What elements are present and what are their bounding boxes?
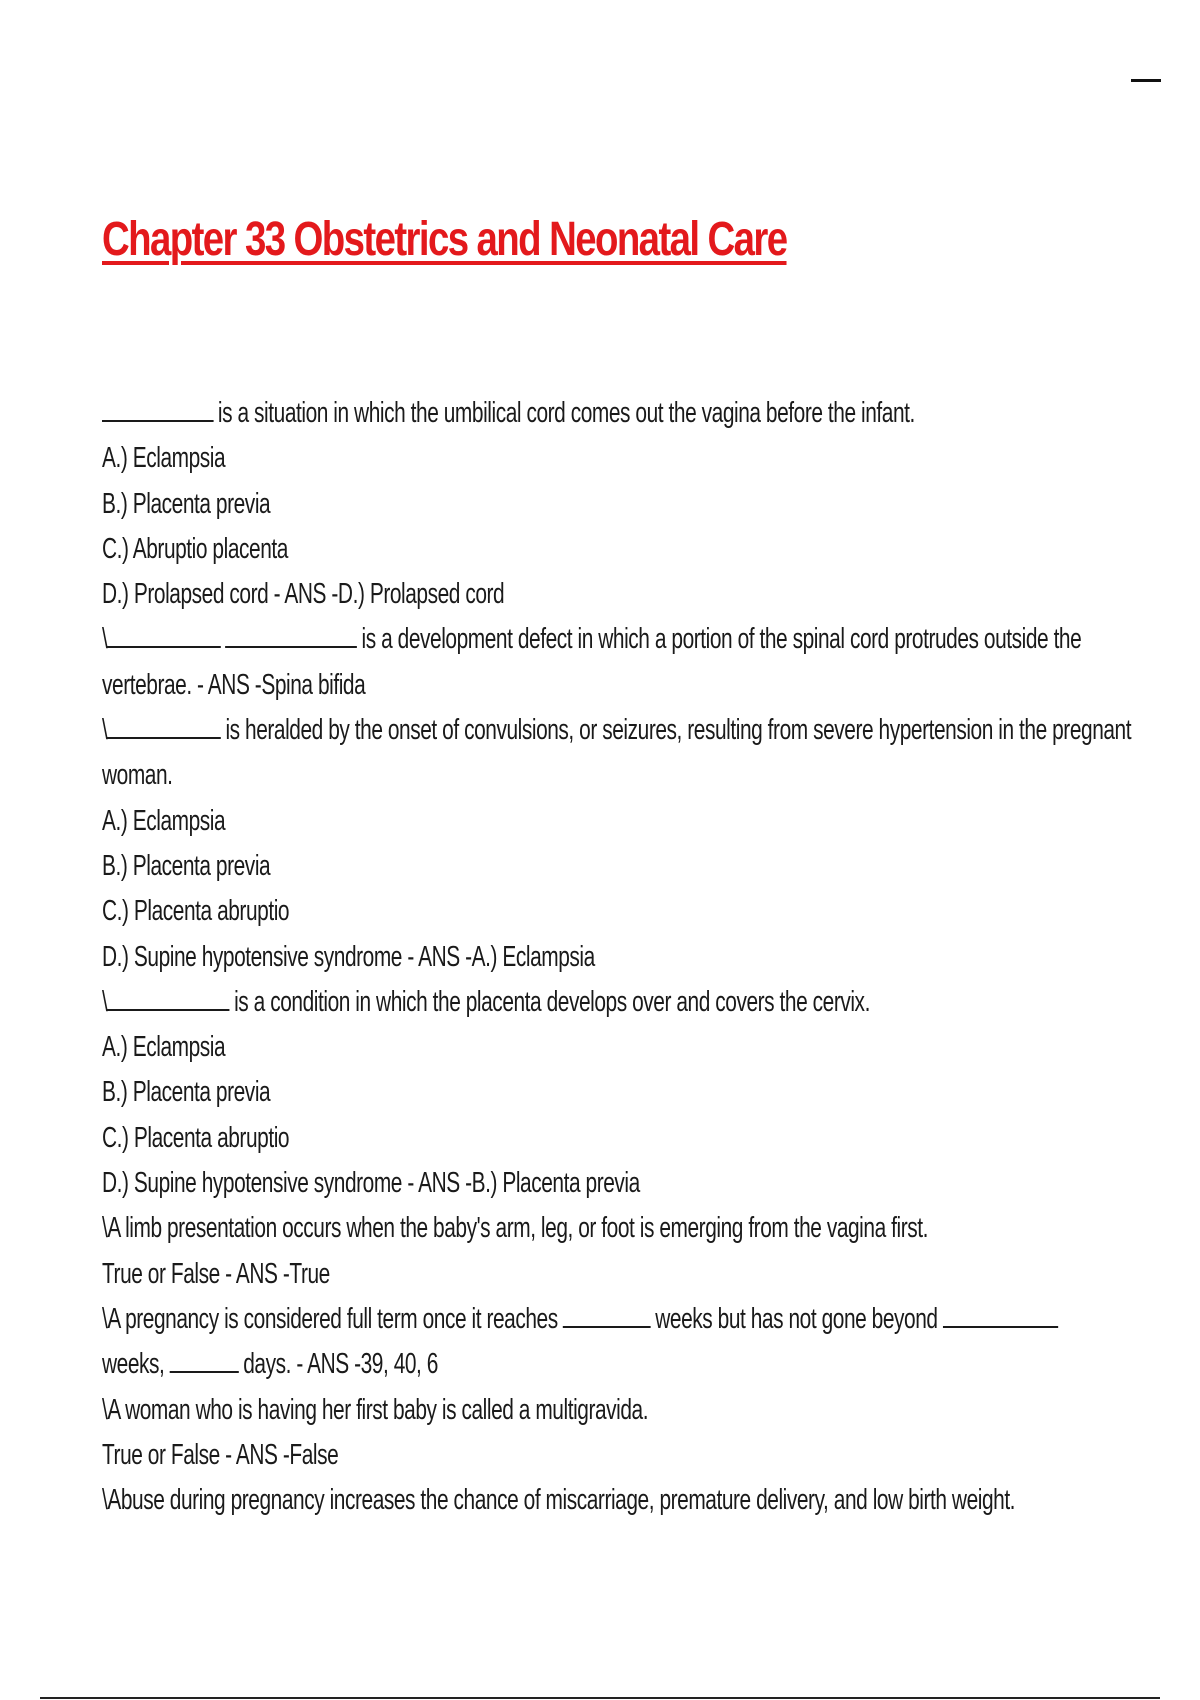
question-5-stem: \A limb presentation occurs when the baby's arm, leg, or foot is emerging from the vagina first. <box>102 1212 928 1245</box>
question-4-option-b: B.) Placenta previa <box>102 1076 271 1109</box>
page-title: Chapter 33 Obstetrics and Neonatal Care <box>102 213 787 266</box>
question-4-option-d: D.) Supine hypotensive syndrome - ANS -B.) Placenta previa <box>102 1167 640 1200</box>
question-7-stem: \A woman who is having her first baby is called a multigravida. <box>102 1393 649 1426</box>
question-3-option-a: A.) Eclampsia <box>102 804 226 837</box>
answer-blank <box>107 645 221 648</box>
question-2-answer: vertebrae. - ANS -Spina bifida <box>102 668 366 701</box>
question-1-stem: is a situation in which the umbilical cord comes out the vagina before the infant. <box>102 391 916 436</box>
answer-blank <box>943 1325 1058 1328</box>
question-8-stem: \Abuse during pregnancy increases the chance of miscarriage, premature delivery, and low birth weight. <box>102 1484 1016 1517</box>
question-1-option-b: B.) Placenta previa <box>102 487 271 520</box>
question-list <box>102 391 1132 1523</box>
question-1-option-a: A.) Eclampsia <box>102 442 226 475</box>
question-3-option-d: D.) Supine hypotensive syndrome - ANS -A.) Eclampsia <box>102 940 595 973</box>
answer-blank <box>225 645 357 648</box>
question-5-answer: True or False - ANS -True <box>102 1257 330 1290</box>
question-3-stem: \ is heralded by the onset of convulsions, or seizures, resulting from severe hypertension in the pregnant <box>102 714 1132 747</box>
question-6-stem: \A pregnancy is considered full term once it reaches weeks but has not gone beyond <box>102 1297 916 1342</box>
question-4-option-a: A.) Eclampsia <box>102 1031 226 1064</box>
page-bottom-rule <box>40 1697 1160 1699</box>
question-3-option-b: B.) Placenta previa <box>102 849 271 882</box>
question-1-option-c: C.) Abruptio placenta <box>102 532 288 565</box>
question-2-stem: \ is a development defect in which a portion of the spinal cord protrudes outside the <box>102 623 1082 656</box>
answer-blank <box>107 736 221 739</box>
question-7-answer: True or False - ANS -False <box>102 1438 339 1471</box>
answer-blank <box>563 1325 651 1328</box>
question-4-stem: \ is a condition in which the placenta develops over and covers the cervix. <box>102 985 870 1018</box>
page-corner-dash <box>1131 79 1161 82</box>
question-3-stem-cont: woman. <box>102 759 173 792</box>
question-3-option-c: C.) Placenta abruptio <box>102 895 290 928</box>
answer-blank <box>107 1008 229 1011</box>
question-6-answer: weeks, days. - ANS -39, 40, 6 <box>102 1348 438 1381</box>
question-4-option-c: C.) Placenta abruptio <box>102 1121 290 1154</box>
answer-blank <box>170 1370 239 1373</box>
answer-blank <box>102 419 214 422</box>
question-1-option-d: D.) Prolapsed cord - ANS -D.) Prolapsed cord <box>102 578 505 611</box>
